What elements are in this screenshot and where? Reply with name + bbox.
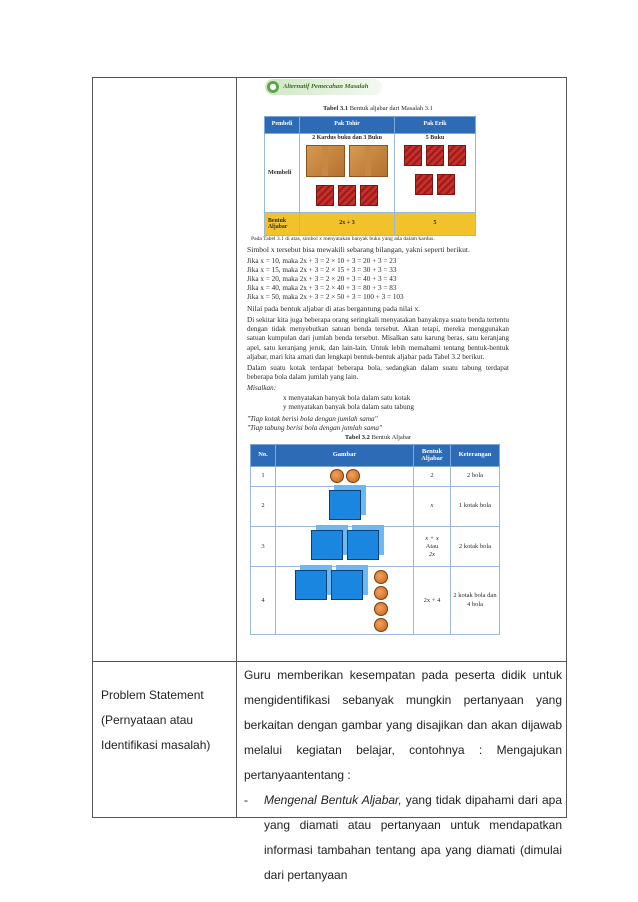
book-image — [448, 145, 466, 166]
equation: Jika x = 50, maka 2x + 3 = 2 × 50 + 3 = 100 + 3 = 103 — [247, 293, 404, 302]
equation: Jika x = 10, maka 2x + 3 = 2 × 10 + 3 = 20 + 3 = 23 — [247, 257, 397, 266]
ball-image — [346, 469, 360, 483]
tohir-expression: 2x + 3 — [300, 213, 395, 236]
description: 2 bola — [451, 466, 500, 486]
row-number: 3 — [251, 527, 276, 567]
erik-expression: 5 — [395, 213, 476, 236]
row-number: 2 — [251, 486, 276, 526]
misalkan-label: Misalkan: — [247, 384, 277, 393]
table-row — [251, 527, 500, 567]
erik-cell — [395, 134, 476, 213]
paragraph: Dalam suatu kotak terdapat beberapa bola, sedangkan dalam suatu tabung terdapat beberapa bola dalam jumlah yang lain. — [247, 364, 509, 382]
table-3-2 — [250, 444, 500, 635]
table31-note: Pada Tabel 3.1 di atas, simbol x menyatakan banyak buku yang ada dalam kardus. — [251, 236, 435, 243]
tohir-items-label: 2 Kardus buku dan 3 Buku — [312, 135, 382, 142]
box-image — [347, 530, 379, 560]
cardboard-box-image — [306, 145, 345, 177]
bullet-dash: - — [244, 793, 248, 807]
row-divider — [92, 661, 567, 662]
box-image — [331, 570, 363, 600]
algebra-form-alt-label: Atau — [425, 542, 439, 550]
description: 2 kotak bola dan 4 bola — [451, 567, 500, 635]
algebra-form-cell — [414, 527, 451, 567]
algebra-form: 2 — [414, 466, 451, 486]
picture-cell — [276, 486, 414, 526]
bullet-text — [264, 788, 562, 888]
table32-header: Gambar — [276, 444, 414, 466]
book-image — [404, 145, 422, 166]
ball-image — [374, 586, 388, 600]
table32-header: Keterangan — [451, 444, 500, 466]
box-image — [311, 530, 343, 560]
cardboard-box-image — [349, 145, 388, 177]
book-image — [426, 145, 444, 166]
table31-row-label: Membeli — [265, 134, 300, 213]
stage-label-line1: Problem Statement — [101, 688, 204, 702]
box-image — [329, 490, 361, 520]
column-divider — [236, 77, 237, 818]
table32-header: No. — [251, 444, 276, 466]
table32-header: Bentuk Aljabar — [414, 444, 451, 466]
activity-description — [244, 663, 562, 888]
table-row — [251, 466, 500, 486]
equation: Jika x = 40, maka 2x + 3 = 2 × 40 + 3 = 80 + 3 = 83 — [247, 284, 397, 293]
solution-banner — [265, 79, 382, 95]
ball-group — [366, 569, 396, 633]
table31-header: Pak Erik — [395, 117, 476, 134]
row-number: 1 — [251, 466, 276, 486]
bullet-rest: yang tidak dipahami dari apa yang diamati atau pertanyaan untuk mendapatkan informasi tambahan tentang apa yang diamati (dimulai dari pertanyaan — [264, 793, 562, 882]
bullet-item — [244, 788, 562, 888]
algebra-form: 2x + 4 — [414, 567, 451, 635]
ball-image — [374, 618, 388, 632]
quote: "Tiap tabung berisi bola dengan jumlah sama" — [247, 424, 383, 433]
equation: Jika x = 15, maka 2x + 3 = 2 × 15 + 3 = 30 + 3 = 33 — [247, 266, 397, 275]
table-row — [251, 486, 500, 526]
lightbulb-icon: ● — [267, 81, 279, 93]
tohir-cell — [300, 134, 395, 213]
bullet-emphasis: Mengenal Bentuk Aljabar, — [264, 793, 402, 807]
row-number: 4 — [251, 567, 276, 635]
algebra-form: x — [414, 486, 451, 526]
ball-image — [330, 469, 344, 483]
book-image — [338, 185, 356, 206]
textbook-excerpt — [247, 79, 509, 635]
table31-header: Pak Tohir — [300, 117, 395, 134]
definition-y: y menyatakan banyak bola dalam satu tabung — [283, 402, 414, 411]
table31-caption: Tabel 3.1 Bentuk aljabar dari Masalah 3.1 — [323, 105, 433, 112]
book-image — [437, 174, 455, 195]
stage-label-line3: Identifikasi masalah) — [101, 738, 211, 752]
quote: "Tiap kotak berisi bola dengan jumlah sama" — [247, 415, 378, 424]
table32-caption: Tabel 3.2 Bentuk Aljabar — [344, 433, 412, 441]
algebra-form: x + x — [425, 535, 439, 543]
equation-list — [247, 257, 509, 302]
table-row — [251, 567, 500, 635]
banner-title: Alternatif Pemecahan Masalah — [283, 82, 369, 90]
intro-paragraph: Guru memberikan kesempatan pada peserta didik untuk mengidentifikasi sebanyak mungkin pertanyaan yang berkaitan dengan gambar yang disajikan dan akan dijawab melalui kegiatan belajar, contohnya : Mengajukan pertanyaantentang : — [244, 668, 562, 782]
book-image — [415, 174, 433, 195]
equation: Jika x = 20, maka 2x + 3 = 2 × 20 + 3 = 40 + 3 = 43 — [247, 275, 397, 284]
description: 1 kotak bola — [451, 486, 500, 526]
paragraph: Di sekitar kita juga beberapa orang seringkali menyatakan banyaknya suatu benda tertentu dengan tidak menyebutkan satuan benda tersebut. Akan tetapi, mereka menggunakan satuan kumpulan dari jumlah benda tersebut. Misalkan satu karung beras, satu keranjang apel, satu keranjang jeruk, dan lain-lain. Untuk lebih memahami tentang bentuk-bentuk aljabar, mari kita amati dan lengkapi bentuk-bentuk aljabar pada Tabel 3.2 berikut. — [247, 315, 509, 361]
table31-header: Pembeli — [265, 117, 300, 134]
picture-cell — [276, 567, 414, 635]
picture-cell — [276, 466, 414, 486]
algebra-form-alt: 2x — [428, 550, 436, 558]
picture-cell — [276, 527, 414, 567]
paragraph: Nilai pada bentuk aljabar di atas bergantung pada nilai x. — [247, 304, 421, 314]
ball-image — [374, 570, 388, 584]
book-image — [316, 185, 334, 206]
description: 2 kotak bola — [451, 527, 500, 567]
paragraph: Simbol x tersebut bisa mewakili sebarang bilangan, yakni seperti berikut. — [247, 245, 470, 255]
table31-bottom-label: Bentuk Aljabar — [265, 213, 300, 236]
erik-items-label: 5 Buku — [425, 135, 445, 142]
definition-x: x menyatakan banyak bola dalam satu kotak — [283, 393, 411, 402]
book-image — [360, 185, 378, 206]
ball-image — [374, 602, 388, 616]
stage-label-line2: (Pernyataan atau — [101, 713, 194, 727]
box-image — [295, 570, 327, 600]
table-3-1 — [264, 116, 476, 236]
